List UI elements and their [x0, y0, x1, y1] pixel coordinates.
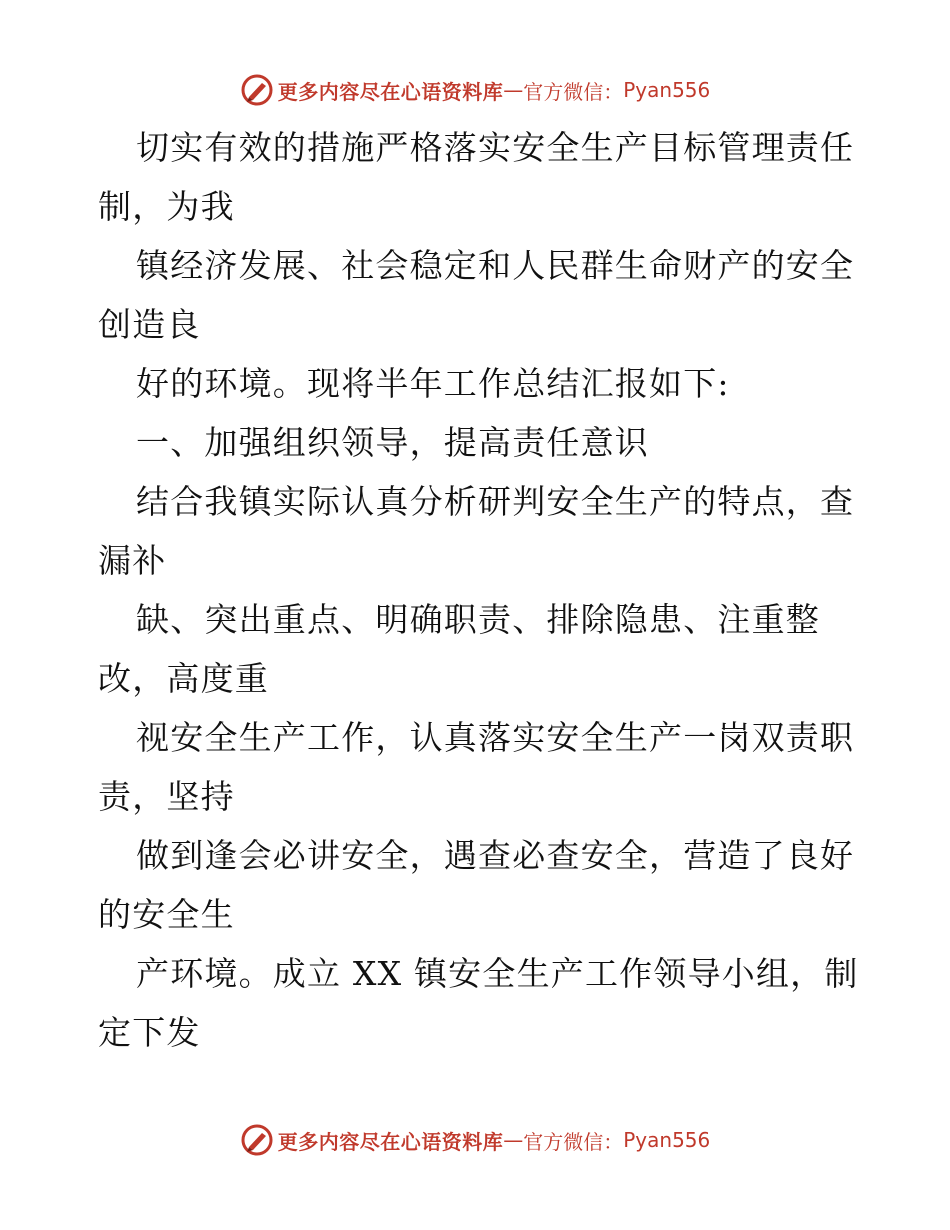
footer-watermark: [0, 1120, 950, 1160]
watermark-wechat-id: Pyan556: [623, 78, 711, 102]
paragraph-line: 镇经济发展、社会稳定和人民群生命财产的安全: [136, 246, 855, 285]
watermark-separator: —: [503, 1128, 524, 1152]
paragraph-line: 结合我镇实际认真分析研判安全生产的特点，查: [136, 482, 855, 521]
watermark-separator: —: [503, 78, 524, 102]
paragraph-line: 定下发: [98, 1013, 201, 1052]
watermark-main-text: 更多内容尽在心语资料库: [277, 79, 504, 104]
paragraph-line: 责，坚持: [98, 777, 235, 816]
paragraph-line: 好的环境。现将半年工作总结汇报如下:: [136, 364, 730, 403]
watermark-main-text: 更多内容尽在心语资料库: [277, 1129, 504, 1154]
paragraph-line: 的安全生: [98, 895, 235, 934]
paragraph-line: 切实有效的措施严格落实安全生产目标管理责任: [136, 128, 855, 167]
paragraph-line: 缺、突出重点、明确职责、排除隐患、注重整: [136, 600, 820, 639]
paragraph-line: 制，为我: [98, 187, 235, 226]
paragraph-line: 改，高度重: [98, 659, 269, 698]
watermark-sub-text: 官方微信：: [523, 79, 624, 104]
paragraph-line: 一、加强组织领导，提高责任意识: [136, 423, 649, 462]
paragraph-line: 视安全生产工作，认真落实安全生产一岗双责职: [136, 718, 855, 757]
paragraph-line: 漏补: [98, 541, 167, 580]
pen-logo-icon: [240, 1123, 274, 1157]
paragraph-line: 做到逢会必讲安全，遇查必查安全，营造了良好: [136, 836, 855, 875]
header-watermark: [0, 70, 950, 110]
paragraph-line: 产环境。成立 XX 镇安全生产工作领导小组，制: [136, 954, 859, 993]
paragraph-line: 创造良: [98, 305, 201, 344]
document-body: [98, 118, 858, 1062]
watermark-wechat-id: Pyan556: [623, 1128, 711, 1152]
pen-logo-icon: [240, 73, 274, 107]
watermark-sub-text: 官方微信：: [523, 1129, 624, 1154]
